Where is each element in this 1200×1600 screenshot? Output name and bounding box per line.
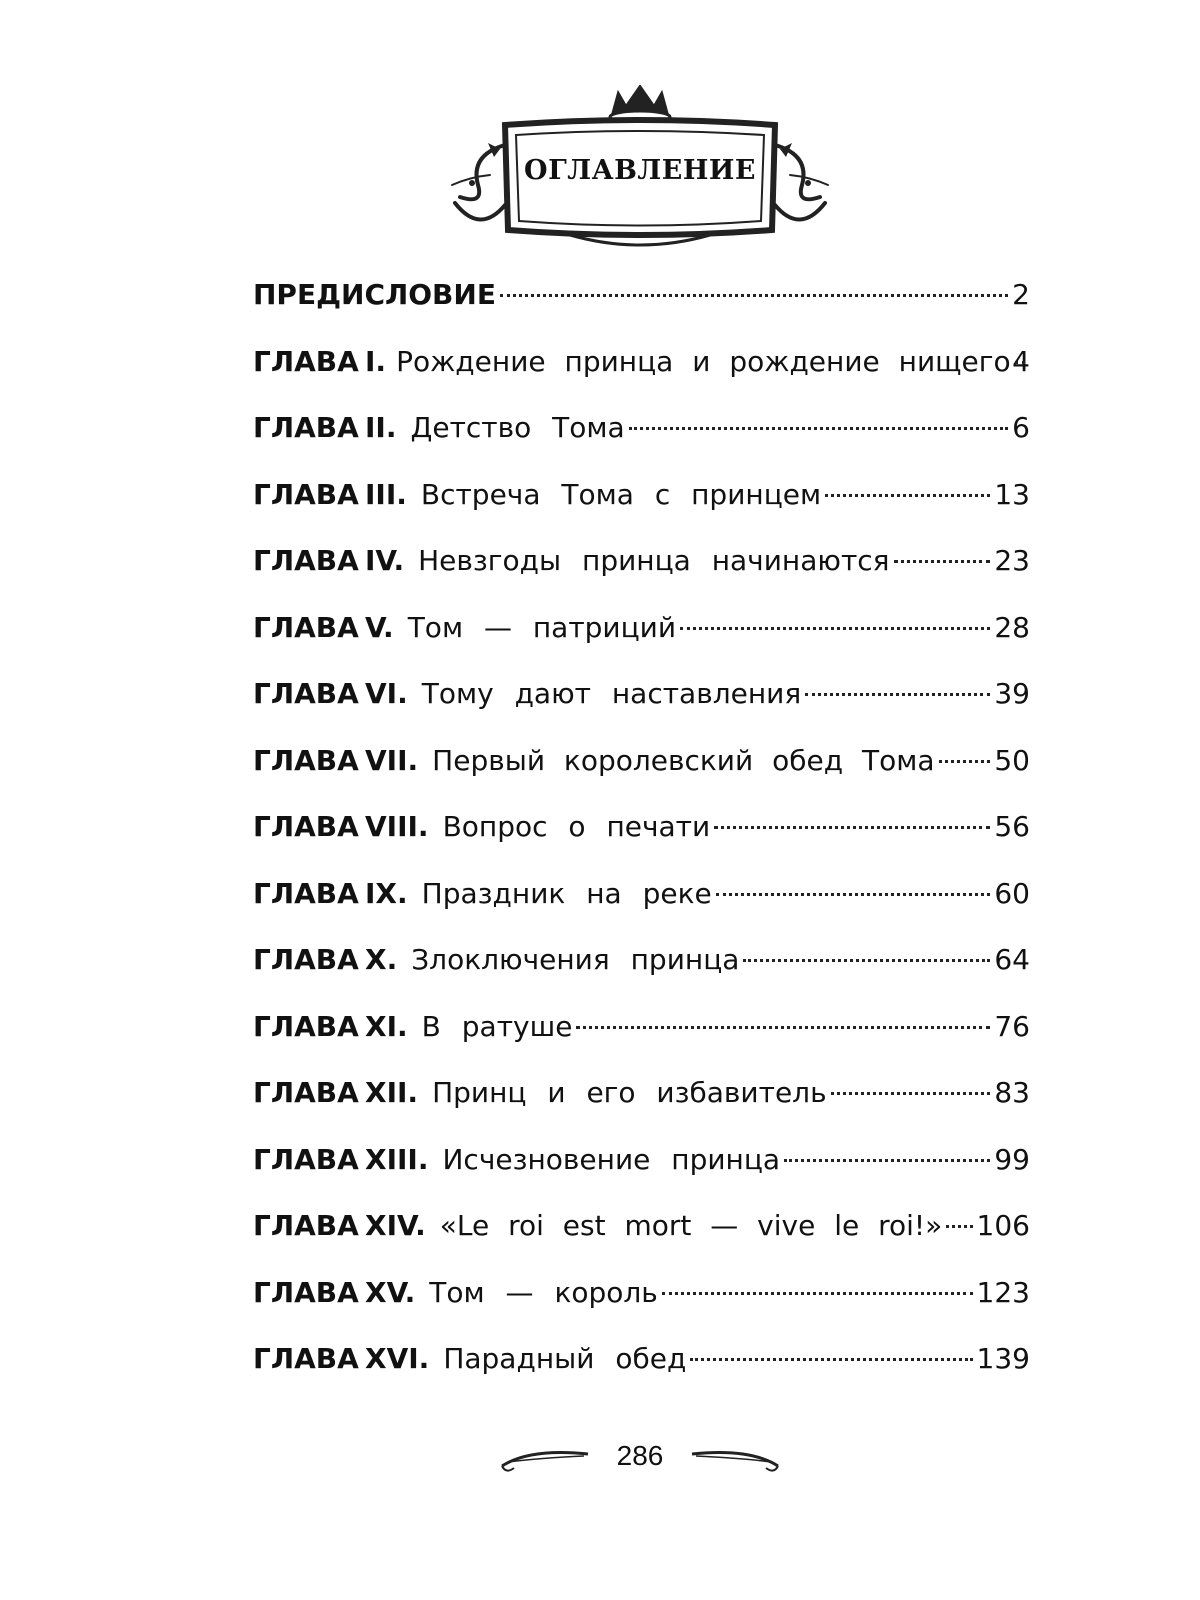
toc-page-number: 50 (994, 743, 1030, 777)
chapter-word: ГЛАВА (253, 477, 359, 511)
toc-entry[interactable] (253, 674, 1030, 741)
chapter-word: ГЛАВА (253, 677, 359, 710)
chapter-title: Первый королевский обед Тома (432, 743, 935, 777)
chapter-numeral: I. (365, 344, 387, 378)
toc-entry[interactable] (253, 541, 1030, 608)
chapter-word: ГЛАВА (253, 1342, 359, 1375)
dot-leader (690, 1358, 972, 1361)
toc-page-number: 23 (994, 544, 1030, 577)
toc-entry[interactable] (253, 408, 1030, 475)
chapter-word: ГЛАВА (253, 743, 359, 777)
chapter-numeral: VIII. (365, 810, 429, 843)
dot-leader (714, 826, 990, 829)
toc-entry[interactable] (253, 342, 1030, 409)
chapter-numeral: III. (365, 477, 407, 511)
chapter-title: Невзгоды принца начинаются (418, 544, 890, 577)
toc-entry[interactable] (253, 1073, 1030, 1140)
chapter-word: ГЛАВА (253, 1275, 359, 1309)
dot-leader (831, 1092, 991, 1095)
dot-leader (629, 427, 1009, 430)
chapter-numeral: XVI. (365, 1342, 430, 1375)
chapter-word: ГЛАВА (253, 876, 359, 910)
toc-page-number: 2 (1012, 278, 1030, 311)
toc-page-number: 6 (1012, 411, 1030, 444)
dot-leader (946, 1225, 972, 1228)
chapter-numeral: IV. (365, 544, 405, 577)
dot-leader (662, 1292, 973, 1295)
chapter-title: Том — патриций (407, 610, 677, 644)
toc-entry[interactable] (253, 1339, 1030, 1406)
chapter-title: Принц и его избавитель (432, 1076, 827, 1109)
chapter-title: Вопрос о печати (442, 810, 711, 843)
chapter-word: ГЛАВА (253, 1142, 359, 1176)
chapter-title: В ратуше (421, 1009, 573, 1043)
toc-page-number: 64 (994, 943, 1030, 976)
toc-entry-label: ПРЕДИСЛОВИЕ (253, 278, 496, 311)
table-of-contents (253, 275, 1030, 1406)
chapter-word: ГЛАВА (253, 411, 359, 444)
dot-leader (784, 1159, 990, 1162)
toc-page-number: 83 (994, 1076, 1030, 1109)
chapter-numeral: V. (365, 610, 394, 644)
page-number: 286 (616, 1440, 664, 1471)
chapter-word: ГЛАВА (253, 1076, 359, 1109)
toc-page-number: 60 (994, 876, 1030, 910)
chapter-title: «Le roi est mort — vive le roi!» (439, 1209, 943, 1242)
chapter-numeral: VI. (365, 677, 408, 710)
chapter-word: ГЛАВА (253, 1009, 359, 1043)
toc-entry[interactable] (253, 1273, 1030, 1340)
chapter-numeral: X. (365, 943, 398, 976)
chapter-numeral: II. (365, 411, 397, 444)
chapter-numeral: IX. (365, 876, 408, 910)
toc-page-number: 13 (994, 477, 1030, 511)
page-title: ОГЛАВЛЕНИЕ (524, 155, 756, 186)
dot-leader (743, 959, 990, 962)
page-footer (500, 1418, 780, 1488)
toc-page-number: 28 (994, 610, 1030, 644)
chapter-word: ГЛАВА (253, 544, 359, 577)
toc-page-number: 99 (994, 1142, 1030, 1176)
chapter-title: Рождение принца и рождение нищего (396, 344, 1011, 378)
dot-leader (805, 693, 990, 696)
chapter-word: ГЛАВА (253, 344, 359, 378)
toc-entry[interactable] (253, 940, 1030, 1007)
toc-page-number: 123 (976, 1275, 1030, 1309)
chapter-title: Встреча Тома с принцем (420, 477, 822, 511)
toc-entry[interactable] (253, 807, 1030, 874)
chapter-word: ГЛАВА (253, 943, 359, 976)
toc-entry[interactable] (253, 475, 1030, 542)
toc-page-number: 4 (1012, 344, 1030, 378)
chapter-numeral: XV. (365, 1275, 416, 1309)
dot-leader (939, 760, 991, 763)
toc-page-number: 39 (994, 677, 1030, 710)
toc-entry[interactable] (253, 608, 1030, 675)
dot-leader (716, 893, 991, 896)
toc-page-number: 56 (994, 810, 1030, 843)
toc-page-number: 139 (976, 1342, 1030, 1375)
toc-entry[interactable] (253, 1206, 1030, 1273)
chapter-title: Праздник на реке (421, 876, 712, 910)
dot-leader (500, 294, 1008, 297)
flourish-icon (690, 1418, 780, 1488)
dot-leader (1015, 361, 1025, 364)
toc-entry[interactable] (253, 741, 1030, 808)
toc-entry[interactable] (253, 874, 1030, 941)
dot-leader (894, 560, 991, 563)
dot-leader (680, 627, 990, 630)
dot-leader (825, 494, 990, 497)
chapter-word: ГЛАВА (253, 610, 359, 644)
toc-entry[interactable] (253, 1140, 1030, 1207)
toc-page-number: 76 (994, 1009, 1030, 1043)
chapter-title: Тому дают наставления (421, 677, 802, 710)
title-ornament (450, 85, 830, 255)
chapter-numeral: XI. (365, 1009, 408, 1043)
toc-page-number: 106 (976, 1209, 1030, 1242)
chapter-title: Исчезновение принца (442, 1142, 781, 1176)
chapter-word: ГЛАВА (253, 1209, 359, 1242)
chapter-title: Том — король (429, 1275, 658, 1309)
chapter-numeral: VII. (365, 743, 419, 777)
toc-entry[interactable] (253, 1007, 1030, 1074)
chapter-numeral: XII. (365, 1076, 419, 1109)
chapter-numeral: XIV. (365, 1209, 426, 1242)
chapter-word: ГЛАВА (253, 810, 359, 843)
chapter-title: Детство Тома (410, 411, 625, 444)
chapter-title: Парадный обед (443, 1342, 687, 1375)
dot-leader (576, 1026, 990, 1029)
chapter-title: Злоключения принца (411, 943, 740, 976)
chapter-numeral: XIII. (365, 1142, 429, 1176)
toc-entry[interactable] (253, 275, 1030, 342)
